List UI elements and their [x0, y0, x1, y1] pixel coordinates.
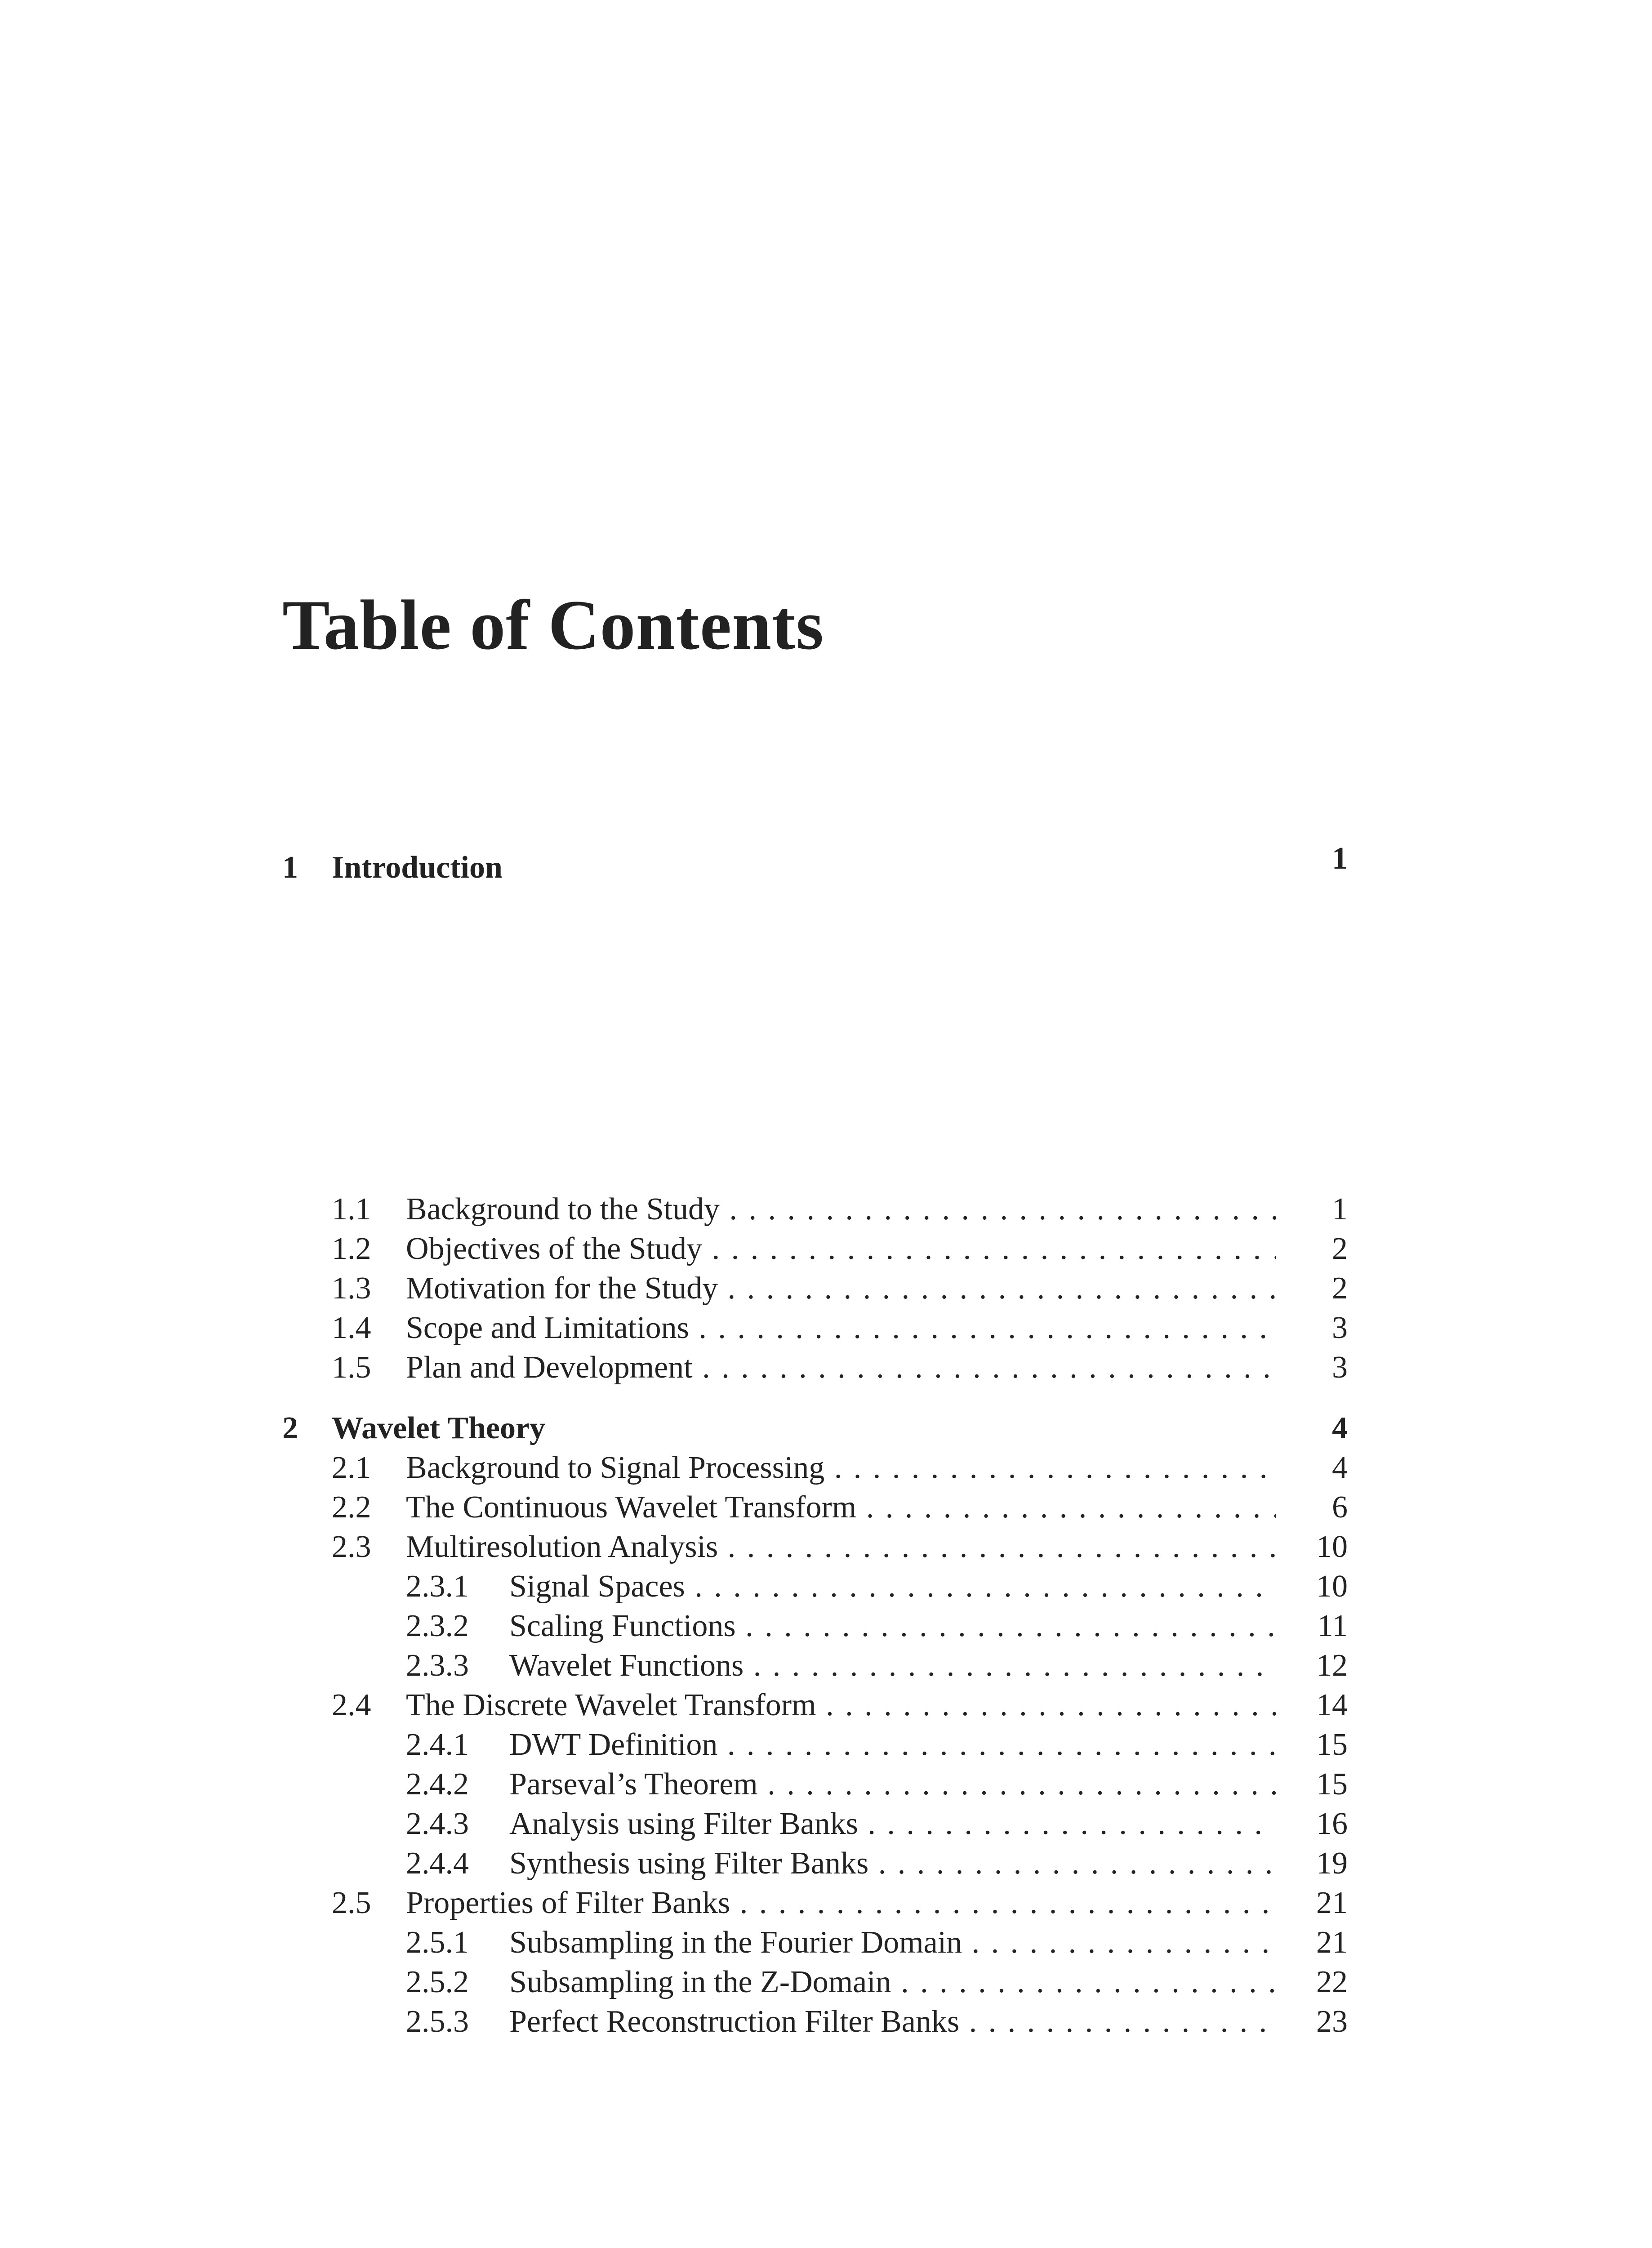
toc-number: 2.5	[332, 1886, 371, 1920]
toc-title: Subsampling in the Fourier Domain . . .	[509, 1922, 1276, 1963]
toc-page: 10	[1316, 1569, 1348, 1604]
toc-number: 2.1	[332, 1450, 371, 1485]
toc-number: 2.5.3	[406, 2004, 469, 2039]
toc-section-2-4[interactable]	[282, 1685, 1348, 1726]
toc-title: Wavelet Functions . . .	[509, 1646, 1276, 1686]
toc-title: Multiresolution Analysis . . .	[406, 1527, 1276, 1567]
toc-section-2-5[interactable]	[282, 1883, 1348, 1923]
toc-number: 2.3.3	[406, 1648, 469, 1683]
toc-section-2-3[interactable]	[282, 1527, 1348, 1567]
toc-page: 1	[1332, 1192, 1348, 1227]
toc-number: 2.2	[332, 1490, 371, 1525]
toc-title: Motivation for the Study . . .	[406, 1268, 1276, 1309]
toc-page: 4	[1332, 1411, 1348, 1445]
toc-number: 2.3.2	[406, 1609, 469, 1643]
toc-page: 14	[1316, 1688, 1348, 1722]
toc-page: 4	[1332, 1450, 1348, 1485]
toc-title: DWT Definition . . .	[509, 1725, 1276, 1765]
toc-title: The Continuous Wavelet Transform . . .	[406, 1487, 1276, 1528]
toc-section-2-2[interactable]	[282, 1487, 1348, 1528]
toc-number: 2.5.1	[406, 1925, 469, 1960]
toc-chapter-1[interactable]	[282, 841, 1348, 888]
toc-section-2-1[interactable]	[282, 1448, 1348, 1488]
toc-section-1-5[interactable]	[282, 1347, 1348, 1388]
toc-title: Synthesis using Filter Banks . . .	[509, 1843, 1276, 1884]
toc-title: Perfect Reconstruction Filter Banks . . .	[509, 2002, 1276, 2042]
toc-title: Properties of Filter Banks . . .	[406, 1883, 1276, 1923]
toc-title: Background to Signal Processing . . .	[406, 1448, 1276, 1488]
toc-number: 2.3	[332, 1530, 371, 1564]
toc-section-1-1[interactable]	[282, 1189, 1348, 1230]
toc-title: Scope and Limitations . . .	[406, 1308, 1276, 1348]
toc-page: 3	[1332, 1350, 1348, 1385]
toc-title: Plan and Development . . .	[406, 1347, 1276, 1388]
toc-number: 2	[282, 1411, 298, 1445]
toc-page: 23	[1316, 2004, 1348, 2039]
toc-page: 12	[1316, 1648, 1348, 1683]
toc-number: 2.4.4	[406, 1846, 469, 1881]
toc-subsection-2-3-2[interactable]	[282, 1606, 1348, 1646]
toc-subsection-2-4-1[interactable]	[282, 1725, 1348, 1765]
toc-page: 15	[1316, 1727, 1348, 1762]
page-title: Table of Contents	[282, 586, 824, 665]
toc-number: 1.3	[332, 1271, 371, 1306]
toc-section-1-2[interactable]	[282, 1229, 1348, 1269]
toc-title: Signal Spaces . . .	[509, 1566, 1276, 1607]
toc-page: 21	[1316, 1925, 1348, 1960]
toc-number: 2.4	[332, 1688, 371, 1722]
toc-page: 11	[1317, 1609, 1348, 1643]
toc-subsection-2-4-3[interactable]	[282, 1804, 1348, 1844]
toc-number: 1.5	[332, 1350, 371, 1385]
toc-title: Subsampling in the Z-Domain . . .	[509, 1962, 1276, 2003]
toc-subsection-2-4-2[interactable]	[282, 1764, 1348, 1805]
toc-number: 2.4.2	[406, 1767, 469, 1802]
toc-title: Objectives of the Study . . .	[406, 1229, 1276, 1269]
toc-title: Analysis using Filter Banks . . .	[509, 1804, 1276, 1844]
toc-title: Background to the Study . . .	[406, 1189, 1276, 1230]
toc-subsection-2-5-2[interactable]	[282, 1962, 1348, 2003]
toc-page: 2	[1332, 1231, 1348, 1266]
toc-number: 2.4.1	[406, 1727, 469, 1762]
toc-title: The Discrete Wavelet Transform . . .	[406, 1685, 1276, 1726]
toc-section-1-3[interactable]	[282, 1268, 1348, 1309]
toc-number: 1.1	[332, 1192, 371, 1227]
toc-chapter-2[interactable]	[282, 1408, 1348, 1449]
toc-page: 22	[1316, 1965, 1348, 1999]
toc-page: 3	[1332, 1311, 1348, 1345]
toc-page: 2	[1332, 1271, 1348, 1306]
toc-subsection-2-5-1[interactable]	[282, 1922, 1348, 1963]
toc-section-1-4[interactable]	[282, 1308, 1348, 1348]
toc-title: Parseval’s Theorem . . .	[509, 1764, 1276, 1805]
toc-page: 1	[1332, 841, 1348, 876]
toc-title: Scaling Functions . . .	[509, 1606, 1276, 1646]
toc-title: Introduction	[332, 850, 503, 885]
toc-number: 1.2	[332, 1231, 371, 1266]
toc-number: 2.4.3	[406, 1806, 469, 1841]
toc-number: 2.5.2	[406, 1965, 469, 1999]
toc-title: Wavelet Theory	[332, 1411, 546, 1445]
toc-page: 21	[1316, 1886, 1348, 1920]
toc-number: 1	[282, 850, 298, 885]
toc-number: 2.3.1	[406, 1569, 469, 1604]
toc-page: 6	[1332, 1490, 1348, 1525]
toc-page: 19	[1316, 1846, 1348, 1881]
toc-page: 15	[1316, 1767, 1348, 1802]
toc-page: 10	[1316, 1530, 1348, 1564]
toc-subsection-2-3-3[interactable]	[282, 1646, 1348, 1686]
toc-subsection-2-4-4[interactable]	[282, 1843, 1348, 1884]
toc-number: 1.4	[332, 1311, 371, 1345]
toc-subsection-2-3-1[interactable]	[282, 1566, 1348, 1607]
toc-page: 16	[1316, 1806, 1348, 1841]
toc-subsection-2-5-3[interactable]	[282, 2002, 1348, 2042]
